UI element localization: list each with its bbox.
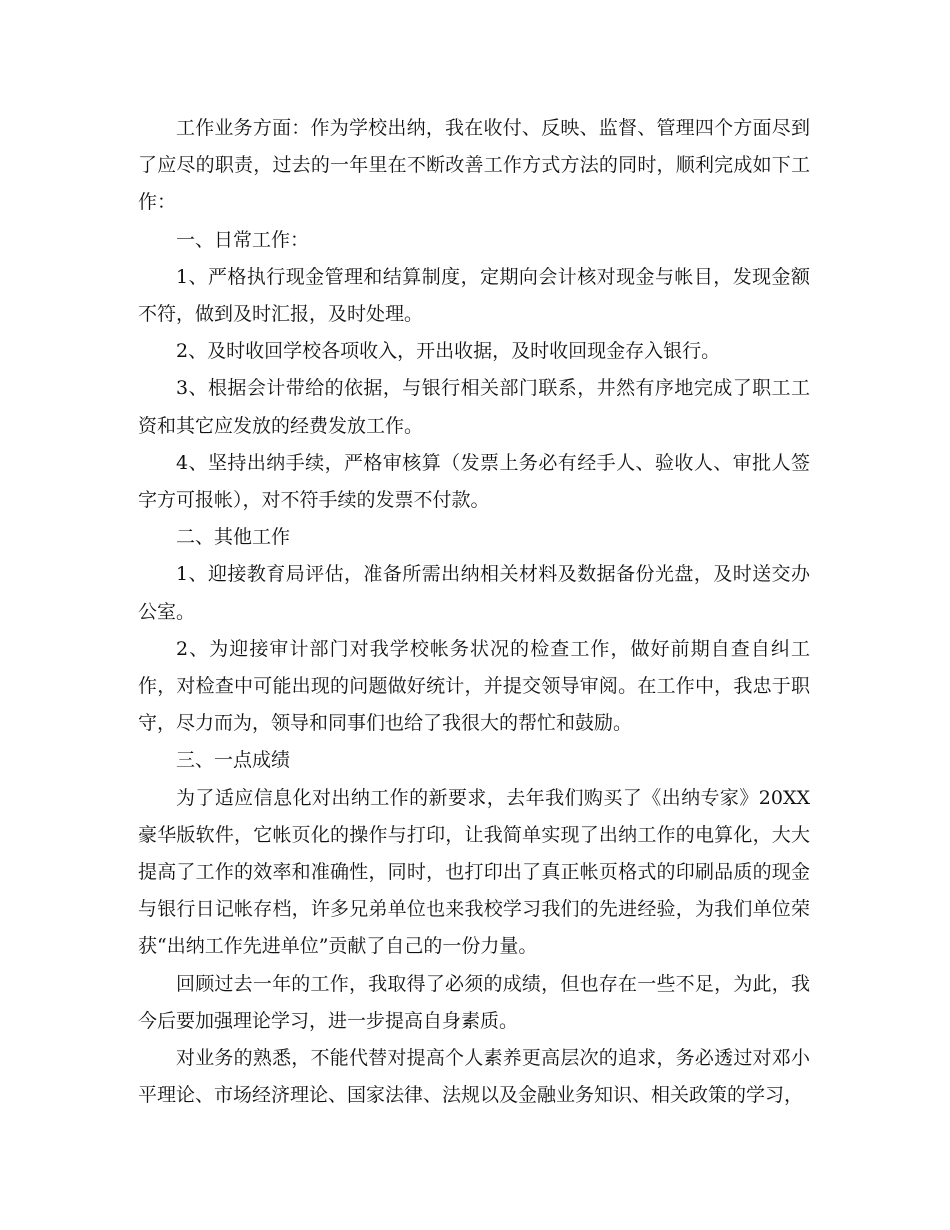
- document-page: [138, 110, 810, 1114]
- intro-paragraph: 工作业务方面：作为学校出纳，我在收付、反映、监督、管理四个方面尽到了应尽的职责，过去的一年里在不断改善工作方式方法的同时，顺利完成如下工作：: [138, 117, 810, 214]
- section-heading-daily-work: 一、日常工作：: [176, 228, 310, 251]
- section-heading-other-work: 二、其他工作: [176, 526, 291, 549]
- daily-work-item-2: 2、及时收回学校各项收入，开出收据，及时收回现金存入银行。: [176, 340, 721, 363]
- review-paragraph: 回顾过去一年的工作，我取得了必须的成绩，但也存在一些不足，为此，我今后要加强理论学习，进一步提高自身素质。: [138, 972, 810, 1032]
- daily-work-item-4: 4、坚持出纳手续，严格审核算（发票上务必有经手人、验收人、审批人签字方可报帐），对不符手续的发票不付款。: [138, 451, 810, 512]
- section-heading-achievements: 三、一点成绩: [176, 749, 291, 772]
- achievements-paragraph: 为了适应信息化对出纳工作的新要求，去年我们购买了《出纳专家》20XX豪华版软件，它帐页化的操作与打印，让我简单实现了出纳工作的电算化，大大提高了工作的效率和准确性，同时，也打印出了真正帐页格式的印刷品质的现金与银行日记帐存档，许多兄弟单位也来我校学习我们的先进经验，为我们单位荣获“出纳工作先进单位”贡献了自己的一份力量。: [138, 786, 810, 958]
- other-work-item-1: 1、迎接教育局评估，准备所需出纳相关材料及数据备份光盘，及时送交办公室。: [138, 563, 810, 623]
- daily-work-item-1: 1、严格执行现金管理和结算制度，定期向会计核对现金与帐目，发现金额不符，做到及时汇报，及时处理。: [138, 265, 810, 326]
- closing-paragraph: 对业务的熟悉，不能代替对提高个人素养更高层次的追求，务必透过对邓小平理论、市场经济理论、国家法律、法规以及金融业务知识、相关政策的学习，: [138, 1047, 810, 1107]
- daily-work-item-3: 3、根据会计带给的依据，与银行相关部门联系，井然有序地完成了职工工资和其它应发放的经费发放工作。: [138, 377, 810, 437]
- other-work-item-2: 2、为迎接审计部门对我学校帐务状况的检查工作，做好前期自查自纠工作，对检查中可能出现的问题做好统计，并提交领导审阅。在工作中，我忠于职守，尽力而为，领导和同事们也给了我很大的帮忙和鼓励。: [138, 637, 810, 735]
